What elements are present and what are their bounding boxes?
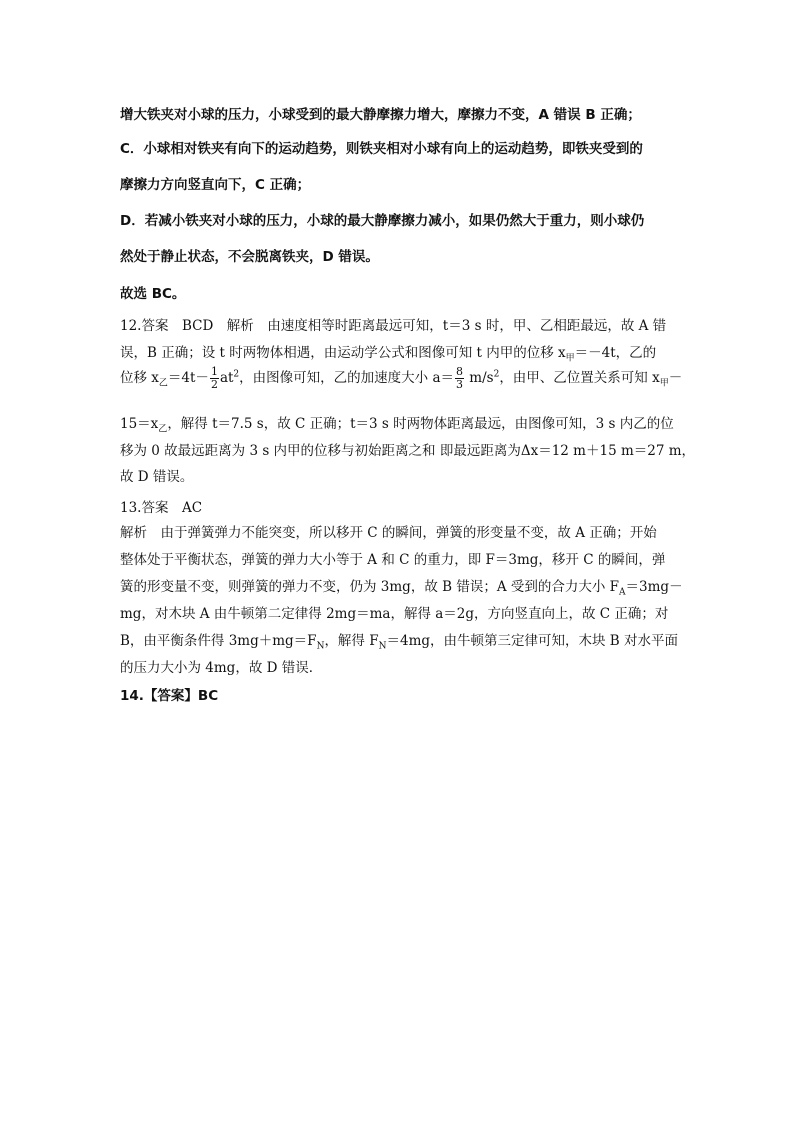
q13-text: ＝3mg－	[625, 579, 683, 595]
q12-text: m/s	[469, 370, 494, 386]
q13-text: B，由平衡条件得 3mg＋mg＝F	[120, 633, 317, 649]
q13-text: 簧的形变量不变，则弹簧的弹力不变，仍为 3mg，故 B 错误；A 受到的合力大小 F	[120, 579, 620, 595]
text-line: 增大铁夹对小球的压力，小球受到的最大静摩擦力增大，摩擦力不变，A 错误 B 正确；	[120, 107, 641, 123]
q13-text: ，解得 F	[324, 633, 379, 649]
q12-formula-line	[120, 366, 682, 391]
q13-line	[120, 575, 683, 598]
subscript: 乙	[158, 378, 168, 389]
q12-text: ，由甲、乙位置关系可知 x	[499, 370, 660, 386]
subscript: 甲	[659, 378, 669, 389]
fraction-denominator: 3	[456, 378, 463, 391]
q12-text: 位移 x	[120, 370, 159, 386]
subscript: N	[316, 641, 325, 652]
fraction-numerator: 8	[456, 365, 463, 378]
q13-text: ＝4mg，由牛顿第三定律可知，木块 B 对水平面	[386, 633, 679, 649]
superscript: 2	[493, 369, 500, 380]
q13-line: 的压力大小为 4mg，故 D 错误．	[120, 660, 323, 676]
q12-text: 15＝x	[120, 416, 159, 432]
q12-text: ＝4t－	[167, 370, 209, 386]
fraction-eight-thirds	[455, 366, 464, 391]
text-line: D．若减小铁夹对小球的压力，小球的最大静摩擦力减小，如果仍然大于重力，则小球仍	[120, 213, 645, 229]
q12-text: 误，B 正确；设 t 时两物体相遇，由运动学公式和图像可知 t 内甲的位移 x	[120, 345, 566, 361]
fraction-denominator: 2	[210, 378, 218, 391]
q12-text: at	[219, 370, 234, 386]
q13-header: 13.答案 AC	[120, 500, 203, 516]
q13-line: 解析 由于弹簧弹力不能突变，所以移开 C 的瞬间，弹簧的形变量不变，故 A 正确；开始	[120, 525, 657, 541]
text-line: C．小球相对铁夹有向下的运动趋势，则铁夹相对小球有向上的运动趋势，即铁夹受到的	[120, 141, 643, 157]
subscript: 乙	[158, 424, 168, 435]
q12-text: ，由图像可知，乙的加速度大小 a＝	[239, 370, 454, 386]
subscript: A	[619, 587, 626, 598]
q13-line: 整体处于平衡状态，弹簧的弹力大小等于 A 和 C 的重力，即 F＝3mg，移开 C 的瞬间，弹	[120, 552, 666, 568]
text-line: 然处于静止状态，不会脱离铁夹，D 错误。	[120, 249, 379, 265]
subscript: 甲	[565, 353, 575, 364]
subscript: N	[378, 641, 387, 652]
q12-line: 12.答案 BCD 解析 由速度相等时距离最远可知，t＝3 s 时，甲、乙相距最远，故 A 错	[120, 318, 667, 334]
q13-line	[120, 629, 678, 652]
q12-text: －	[668, 370, 683, 386]
text-line: 故选 BC。	[120, 286, 186, 302]
q12-text: ＝－4t，乙的	[574, 345, 657, 361]
q13-line: mg，对木块 A 由牛顿第二定律得 2mg＝ma，解得 a＝2g，方向竖直向上，故 C 正确；对	[120, 606, 669, 622]
superscript: 2	[233, 369, 240, 380]
q12-line: 故 D 错误。	[120, 469, 194, 485]
q14-answer: 14.【答案】BC	[120, 688, 219, 704]
fraction-numerator: 1	[210, 365, 218, 378]
q12-text: ，解得 t＝7.5 s，故 C 正确；t＝3 s 时两物体距离最远，由图像可知，3 s 内乙的位	[167, 416, 674, 432]
text-line: 摩擦力方向竖直向下，C 正确；	[120, 177, 311, 193]
fraction-half	[210, 366, 219, 391]
q12-line	[120, 412, 674, 435]
q12-line	[120, 341, 656, 364]
q12-line: 移为 0 故最远距离为 3 s 内甲的位移与初始距离之和 即最远距离为Δx＝12 m＋15 m＝27 m，	[120, 443, 696, 459]
